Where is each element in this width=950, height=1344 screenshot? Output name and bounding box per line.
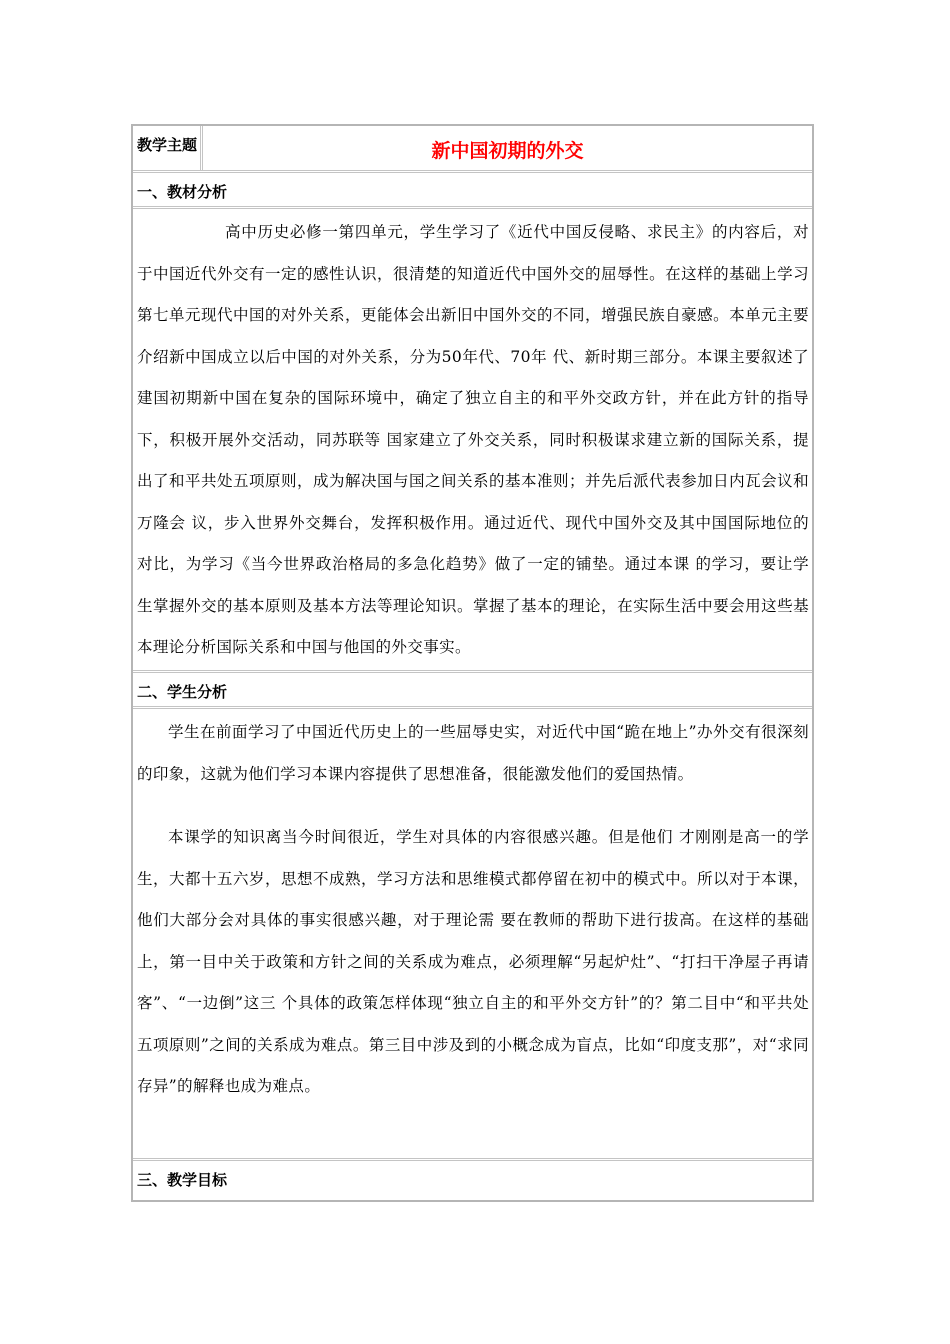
analysis-paragraph: 高中历史必修一第四单元，学生学习了《近代中国反侵略、求民主》的内容后，对于中国近代外交有一定的感性认识，很清楚的知道近代中国外交的屈辱性。在这样的基础上学习第七单元现代中国的对外关系，更能体会出新旧中国外交的不同，增强民族自豪感。本单元主要介绍新中国成立以后中国的对外关系，分为50年代、70年 代、新时期三部分。本课主要叙述了建国初期新中国在复杂的国际环境中，确定了独立自主的和平外交政方针，并在此方针的指导下，积极开展外交活动，同苏联等 国家建立了外交关系，同时积极谋求建立新的国际关系，提出了和平共处五项原则，成为解决国与国之间关系的基本准则；并先后派代表参加日内瓦会议和万隆会 议，步入世界外交舞台，发挥积极作用。通过近代、现代中国外交及其中国国际地位的对比，为学习《当今世界政治格局的多急化趋势》做了一定的铺垫。通过本课 的学习，要让学生掌握外交的基本原则及基本方法等理论知识。掌握了基本的理论，在实际生活中要会用这些基本理论分析国际关系和中国与他国的外交事实。 bbox=[137, 223, 809, 656]
topic-label: 教学主题 bbox=[133, 126, 203, 170]
analysis-content bbox=[133, 206, 812, 670]
lesson-plan-table bbox=[131, 124, 814, 1202]
goals-heading: 三、教学目标 bbox=[133, 1158, 812, 1200]
students-heading: 二、学生分析 bbox=[133, 670, 812, 706]
students-paragraph-2: 本课学的知识离当今时间很近，学生对具体的内容很感兴趣。但是他们 才刚刚是高一的学生，大都十五六岁，思想不成熟，学习方法和思维模式都停留在初中的模式中。所以对于本课，他们大部分会对具体的事实很感兴趣，对于理论需 要在教师的帮助下进行拔高。在这样的基础上，第一目中关于政策和方针之间的关系成为难点，必须理解“另起炉灶”、“打扫干净屋子再请客”、“一边倒”这三 个具体的政策怎样体现“独立自主的和平外交方针”的？第二目中“和平共处五项原则”之间的关系成为难点。第三目中涉及到的小概念成为盲点，比如“印度支那”，对“求同存异”的解释也成为难点。 bbox=[137, 828, 809, 1095]
students-paragraph-1: 学生在前面学习了中国近代历史上的一些屈辱史实，对近代中国“跪在地上”办外交有很深刻的印象，这就为他们学习本课内容提供了思想准备，很能激发他们的爱国热情。 bbox=[137, 723, 809, 783]
analysis-heading: 一、教材分析 bbox=[133, 170, 812, 206]
topic-row bbox=[133, 126, 812, 170]
lesson-title: 新中国初期的外交 bbox=[431, 140, 584, 162]
students-content bbox=[133, 706, 812, 1158]
